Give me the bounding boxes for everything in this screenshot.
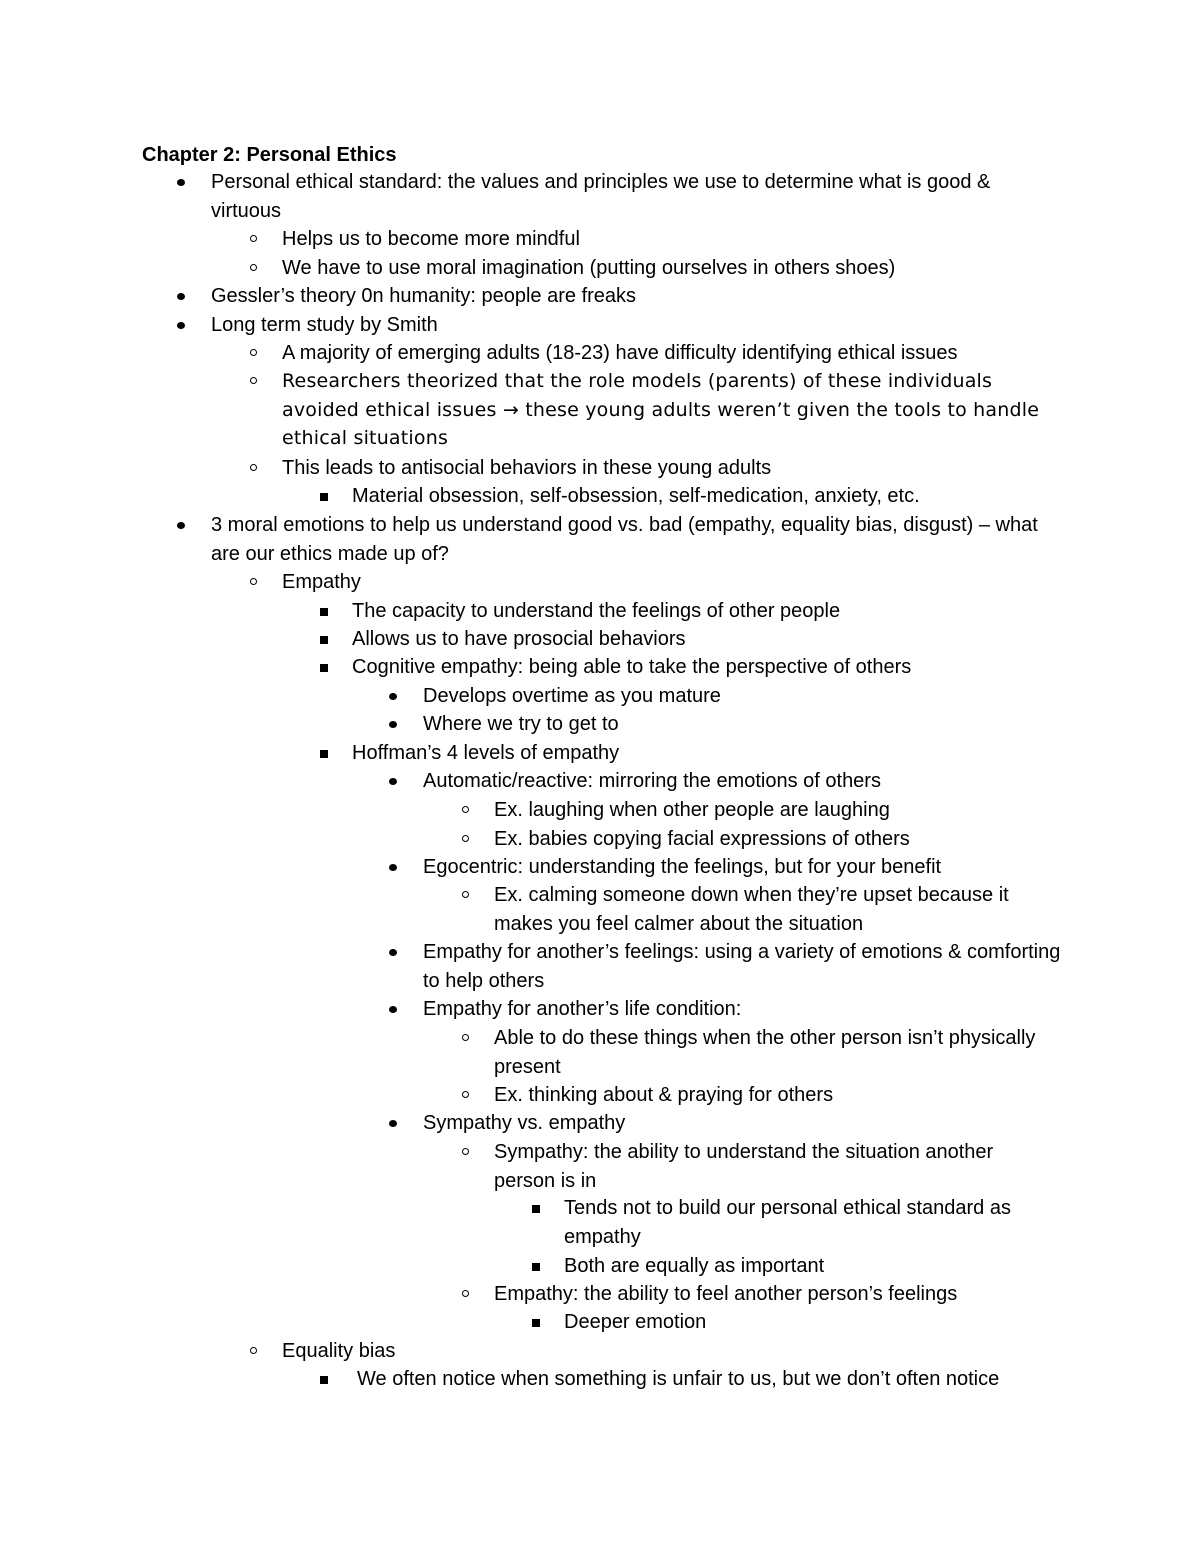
list-item: Helps us to become more mindful bbox=[282, 225, 1057, 254]
bullet-disc-icon bbox=[177, 179, 185, 186]
list-item: Researchers theorized that the role models (parents) of these individuals avoided ethical issues → these young adults weren’t given the tools to handle ethical situations bbox=[282, 367, 1057, 453]
list-item: Ex. babies copying facial expressions of others bbox=[494, 825, 1059, 854]
list-item: Sympathy vs. empathy bbox=[423, 1109, 1063, 1138]
list-item: Egocentric: understanding the feelings, but for your benefit bbox=[423, 853, 1063, 882]
list-item: Material obsession, self-obsession, self-medication, anxiety, etc. bbox=[352, 482, 1057, 511]
list-item: Sympathy: the ability to understand the situation another person is in bbox=[494, 1138, 1059, 1195]
list-item: Allows us to have prosocial behaviors bbox=[352, 625, 1057, 654]
bullet-circle-icon bbox=[462, 806, 469, 813]
list-item: Personal ethical standard: the values and principles we use to determine what is good & virtuous bbox=[211, 168, 1061, 225]
bullet-circle-icon bbox=[250, 1347, 257, 1354]
bullet-circle-icon bbox=[250, 349, 257, 356]
bullet-square-icon bbox=[320, 493, 328, 501]
bullet-circle-icon bbox=[250, 464, 257, 471]
bullet-circle-icon bbox=[250, 264, 257, 271]
bullet-circle-icon bbox=[462, 1034, 469, 1041]
bullet-circle-icon bbox=[462, 891, 469, 898]
list-item: Both are equally as important bbox=[564, 1252, 1059, 1281]
bullet-disc-icon bbox=[177, 293, 185, 300]
bullet-square-icon bbox=[532, 1263, 540, 1271]
list-item: Ex. thinking about & praying for others bbox=[494, 1081, 1059, 1110]
bullet-disc-icon bbox=[389, 949, 397, 956]
bullet-disc-icon bbox=[389, 778, 397, 785]
list-item: Automatic/reactive: mirroring the emotions of others bbox=[423, 767, 1063, 796]
bullet-square-icon bbox=[532, 1205, 540, 1213]
bullet-disc-icon bbox=[389, 721, 397, 728]
list-item: We have to use moral imagination (putting ourselves in others shoes) bbox=[282, 254, 1057, 283]
list-item: Hoffman’s 4 levels of empathy bbox=[352, 739, 1057, 768]
list-item: This leads to antisocial behaviors in these young adults bbox=[282, 454, 1057, 483]
bullet-square-icon bbox=[320, 664, 328, 672]
bullet-square-icon bbox=[532, 1319, 540, 1327]
list-item: Empathy for another’s feelings: using a variety of emotions & comforting to help others bbox=[423, 938, 1063, 995]
bullet-circle-icon bbox=[462, 835, 469, 842]
bullet-circle-icon bbox=[250, 235, 257, 242]
list-item: Cognitive empathy: being able to take the perspective of others bbox=[352, 653, 1057, 682]
list-item: Deeper emotion bbox=[564, 1308, 1059, 1337]
list-item: Empathy for another’s life condition: bbox=[423, 995, 1063, 1024]
bullet-disc-icon bbox=[389, 1120, 397, 1127]
bullet-disc-icon bbox=[177, 522, 185, 529]
list-item: Empathy: the ability to feel another person’s feelings bbox=[494, 1280, 1059, 1309]
bullet-circle-icon bbox=[462, 1148, 469, 1155]
list-item: A majority of emerging adults (18-23) have difficulty identifying ethical issues bbox=[282, 339, 1057, 368]
list-item: The capacity to understand the feelings of other people bbox=[352, 597, 1057, 626]
list-item: Gessler’s theory 0n humanity: people are freaks bbox=[211, 282, 1061, 311]
bullet-circle-icon bbox=[250, 578, 257, 585]
list-item: Equality bias bbox=[282, 1337, 1057, 1366]
bullet-disc-icon bbox=[389, 1006, 397, 1013]
list-item: 3 moral emotions to help us understand good vs. bad (empathy, equality bias, disgust) – what are our ethics made up of? bbox=[211, 511, 1061, 568]
page-title: Chapter 2: Personal Ethics bbox=[142, 144, 397, 166]
list-item: Long term study by Smith bbox=[211, 311, 1061, 340]
list-item: Tends not to build our personal ethical standard as empathy bbox=[564, 1194, 1059, 1251]
list-item: Empathy bbox=[282, 568, 1057, 597]
bullet-square-icon bbox=[320, 750, 328, 758]
bullet-square-icon bbox=[320, 636, 328, 644]
list-item: Ex. calming someone down when they’re upset because it makes you feel calmer about the situation bbox=[494, 881, 1059, 938]
bullet-circle-icon bbox=[250, 377, 257, 384]
bullet-circle-icon bbox=[462, 1290, 469, 1297]
list-item: Able to do these things when the other person isn’t physically present bbox=[494, 1024, 1059, 1081]
bullet-disc-icon bbox=[389, 864, 397, 871]
bullet-disc-icon bbox=[389, 693, 397, 700]
list-item: Where we try to get to bbox=[423, 710, 1063, 739]
list-item: Ex. laughing when other people are laughing bbox=[494, 796, 1059, 825]
bullet-circle-icon bbox=[462, 1091, 469, 1098]
list-item: Develops overtime as you mature bbox=[423, 682, 1063, 711]
bullet-disc-icon bbox=[177, 322, 185, 329]
bullet-square-icon bbox=[320, 608, 328, 616]
list-item: We often notice when something is unfair to us, but we don’t often notice bbox=[357, 1365, 1057, 1394]
bullet-square-icon bbox=[320, 1376, 328, 1384]
